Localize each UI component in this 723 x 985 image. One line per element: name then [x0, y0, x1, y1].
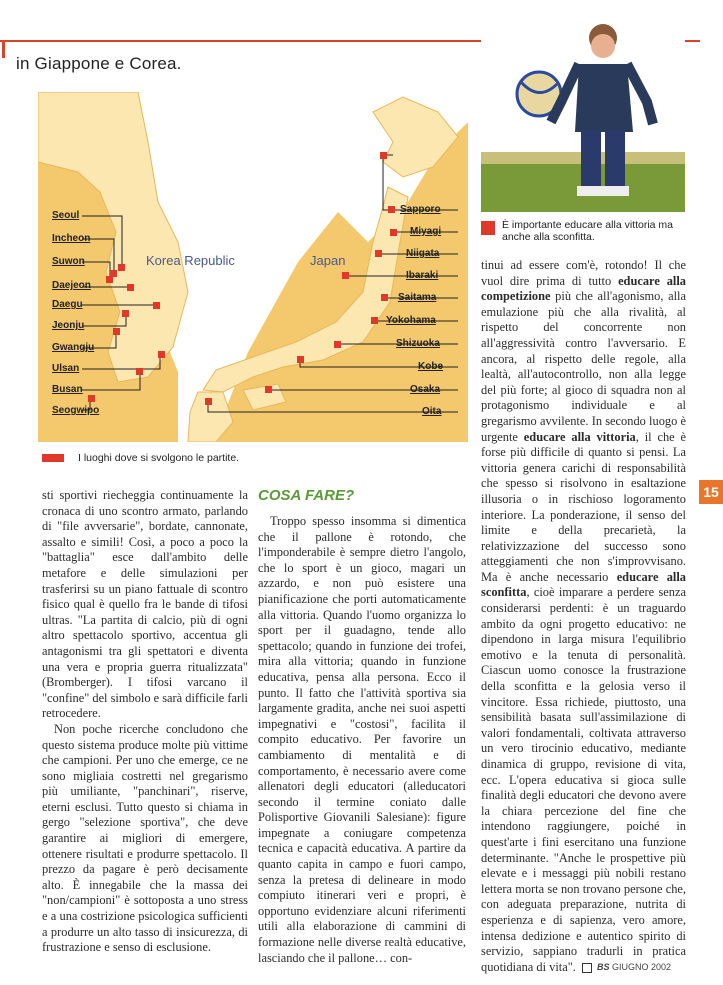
col3-text-3: , il che è forse più difficile di quanto si pensi. La vittoria genera carichi di responsabilità che spesso si risolvono in esaltazione illusoria o in rischioso logoramento interiore. La ponderazione, il senso del limite e della precarietà, la relativizzazione del successo sono atteggiamenti che non s'improvvisano. Ma è anche necessario	[481, 429, 687, 584]
text-column-2	[258, 514, 466, 966]
col2-paragraph-1: Troppo spesso insomma si dimentica che il pallone è rotondo, che l'imponderabile è sempre dietro l'angolo, che lo sport è un gioco, magari un azzardo, e non può esistere una pianificazione che porti automaticamente alla vittoria. Quando l'uomo organizza lo sport per il guadagno, tende allo spettacolo; quando in funzione dei trofei, mira alla vittoria; quando in funzione educativa, pensa alla persona. Ecco il punto. Il fatto che l'attività sportiva sia largamente gradita, anche nei suoi aspetti impegnativi e "costosi", facilita il compito educativo. Per favorire un cambiamento di mentalità e di comportamento, è necessario avere come allenatori degli educatori (alleducatori secondo il termine coniato dalle Polisportive Giovanili Salesiane): figure impegnate a coniugare competenza tecnica e capacità educativa. A partire da quanto capita in campo e fuori campo, senza la pretesa di delineare in modo compiuto itinerari veri e propri, è opportuno evidenziare alcuni riferimenti utili alla elaborazione di cammini di formazione nelle diverse realtà educative, lasciando che il pallone… con-	[258, 514, 466, 965]
col3-bold-1: educare alla competizione	[481, 273, 686, 304]
city-kobe: Kobe	[418, 361, 443, 372]
city-incheon: Incheon	[52, 233, 91, 244]
city-saitama: Saitama	[398, 292, 437, 303]
city-sapporo: Sapporo	[400, 204, 441, 215]
city-suwon: Suwon	[52, 256, 85, 267]
city-seogwipo: Seogwipo	[52, 405, 100, 416]
col1-paragraph-2: Non poche ricerche concludono che questo sistema produce molte più vittime che campioni. Per uno che emerge, ce ne sono migliaia costretti nel gregarismo più umiliante, "panchinari", riserve, eterni esclusi. Tutto questo si chiama in gergo "selezione sportiva", che deve garantire ai migliori di emergere, ottenere risultati e produrre spettacolo. Il prezzo da pagare è però decisamente alto. È innegabile che la massa dei "non/campioni" è sottoposta a uno stress e a una costrizione psicologica sufficienti a produrre un alto tasso di insicurezza, di frustrazione e senso di esclusione.	[42, 721, 248, 955]
page-footer	[597, 962, 671, 972]
map-svg	[38, 92, 468, 442]
city-yokohama: Yokohama	[386, 315, 436, 326]
section-subhead: COSA FARE?	[258, 487, 355, 504]
col3-paragraph	[481, 258, 686, 975]
boy-with-ball-photo	[481, 12, 685, 212]
city-daejeon: Daejeon	[52, 280, 91, 291]
text-column-3	[481, 258, 686, 975]
col1-paragraph-1: sti sportivi riecheggia continuamente la cronaca di uno scontro armato, parlando di "file avversarie", bordate, cannonate, assalto e simili! Così, a poco a poco la "battaglia" esce dall'ambito delle metafore e delle simulazioni per trasferirsi su un piano fattuale di scontro fisico qual è quello fra le bande di tifosi ultras. "La partita di calcio, più di ogni altro spettacolo sportivo, accentua gli antagonismi tra gli spettatori e diventa una vera e propria guerra ritualizzata" (Bromberger). I tifosi varcano il "confine" del simbolo e sarà difficile farli retrocedere.	[42, 488, 249, 721]
city-niigata: Niigata	[406, 248, 440, 259]
city-seoul: Seoul	[52, 210, 80, 221]
legend-text: I luoghi dove si svolgono le partite.	[78, 452, 240, 464]
footer-date: GIUGNO 2002	[612, 962, 672, 972]
col3-text-2: più che all'agonismo, alla emulazione più che alla rivalità, al rispetto del concorrente non all'aggressività contro l'avversario. E ancora, al rispetto delle regole, alla lealtà, all'autocontrollo, non alla legge del più forte; al gioco di squadra non al protagonismo individuale e al gregarismo avvilente. In secondo luogo è urgente	[481, 289, 686, 444]
end-of-article-box	[582, 963, 592, 973]
footer-mag: BS	[597, 962, 610, 972]
page-heading: in Giappone e Corea.	[16, 54, 182, 73]
page-number-tab: 15	[699, 480, 723, 504]
photo-illustration	[481, 12, 685, 212]
col3-bold-3: educare alla sconfitta	[481, 569, 687, 600]
col3-text-4: , cioè imparare a perdere senza considerarsi perdenti: è un traguardo ambito da ogni progetto educativo: ne dipendono in larga misura l'equilibrio emotivo e la tenuta di personalità. Ciascun uomo conosce la frustrazione della sconfitta e la gelosia verso il vincitore. Essa richiede, piuttosto, una sensibilità basata sull'assimilazione di valori fondamentali, coltivata attraverso un vero tirocinio educativo, mediante dinamica di gruppo, revisione di vita, ecc. L'opera educativa si gioca sulle finalità degli educatori che devono avere la chiara percezione del fine che intendono raggiungere, poiché in quest'arte i fini esercitano una funzione determinante. "Anche le prospettive più elevate e i messaggi più nobili restano lettera morta se non trovano persone che, con adeguata preparazione, nutrita di esperienza e di sapienza, vero amore, intensa dedizione e autentico spirito di servizio, sappiano tradurli in pratica quotidiana di vita".	[481, 585, 686, 974]
photo-caption	[481, 219, 701, 243]
photo-caption-text: È importante educare alla vittoria ma anche alla sconfitta.	[502, 219, 673, 243]
col3-text-1: tinui ad essere com'è, rotondo! Il che vuol dire prima di tutto	[481, 258, 686, 288]
map-figure	[38, 92, 468, 442]
city-daegu: Daegu	[52, 299, 83, 310]
city-shizuoka: Shizuoka	[396, 338, 440, 349]
text-column-1	[42, 488, 248, 956]
japan-shikoku	[243, 384, 286, 410]
korea-label: Korea Republic	[146, 253, 235, 268]
city-jeonju: Jeonju	[52, 320, 85, 331]
col3-bold-2: educare alla vittoria	[523, 429, 636, 444]
japan-label: Japan	[310, 253, 346, 268]
map-legend	[42, 452, 239, 464]
city-osaka: Osaka	[410, 384, 441, 395]
city-miyagi: Miyagi	[410, 226, 442, 237]
city-oita: Oita	[422, 406, 442, 417]
left-accent-mark	[2, 40, 5, 58]
city-ulsan: Ulsan	[52, 363, 80, 374]
caption-marker	[481, 221, 495, 235]
legend-swatch	[42, 454, 64, 462]
city-ibaraki: Ibaraki	[406, 270, 439, 281]
city-busan: Busan	[52, 384, 83, 395]
city-gwangju: Gwangju	[52, 342, 95, 353]
